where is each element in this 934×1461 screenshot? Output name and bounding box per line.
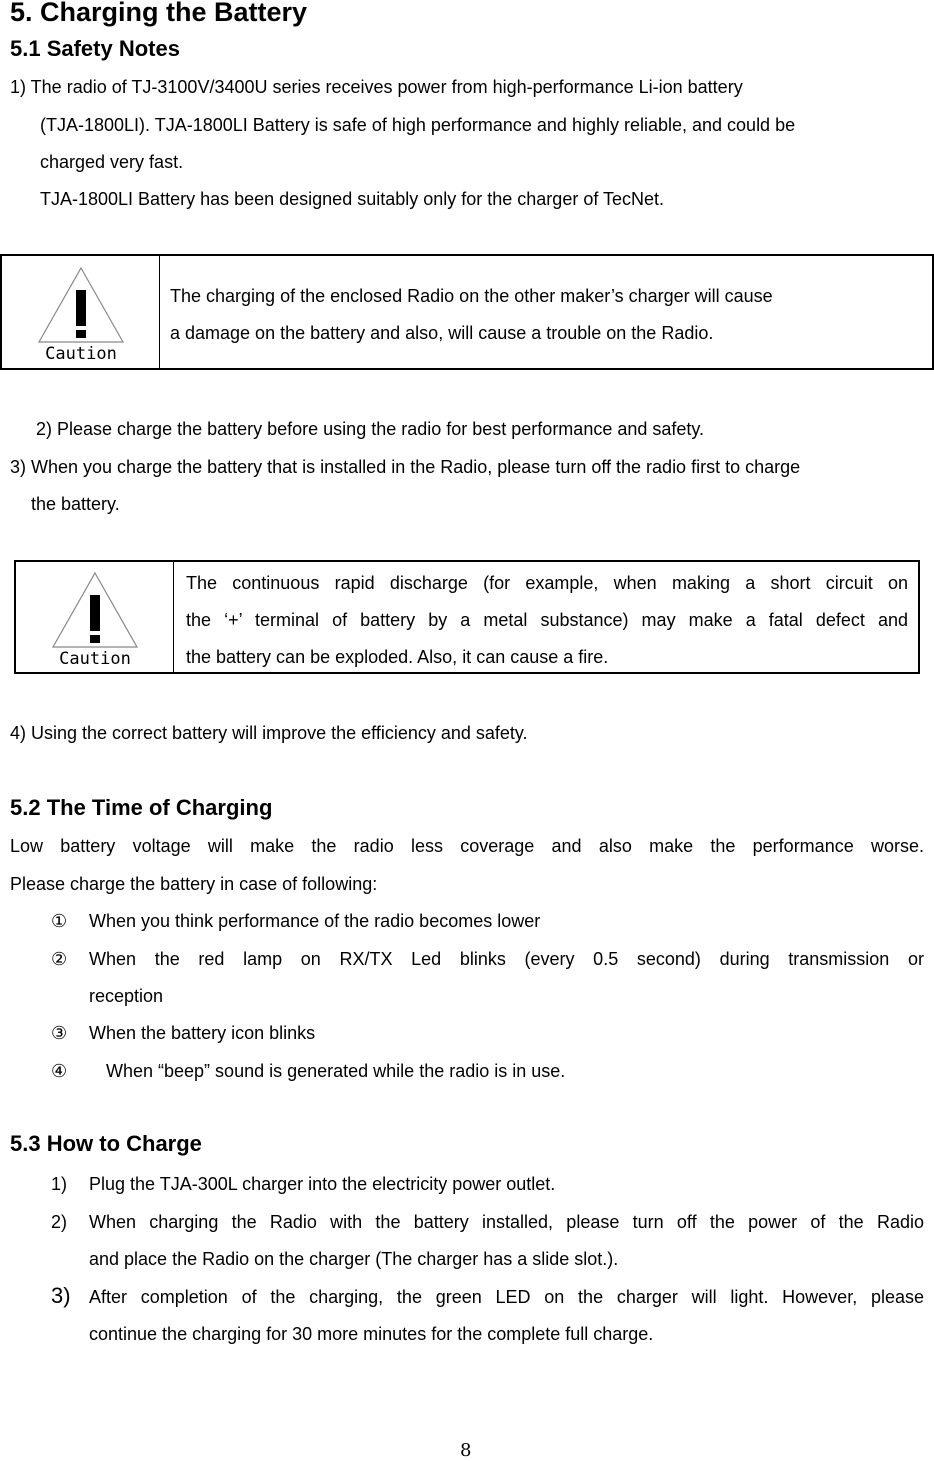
step-marker: 2) <box>51 1212 68 1232</box>
step-marker: 3) <box>51 1283 71 1308</box>
caution-text-cell <box>160 256 773 368</box>
step-text: After completion of the charging, the green LED on the charger will light. However, please <box>89 1287 924 1307</box>
step-text: When charging the Radio with the battery installed, please turn off the power of the Radio <box>89 1212 924 1232</box>
caution-1-line2: a damage on the battery and also, will cause a trouble on the Radio. <box>170 323 714 343</box>
list-item-text: When the red lamp on RX/TX Led blinks (every 0.5 second) during transmission or <box>89 949 924 969</box>
list-item-marker: ② <box>51 949 68 969</box>
safety-note-3-line1: 3) When you charge the battery that is installed in the Radio, please turn off the radio first to charge <box>10 457 801 477</box>
list-item-marker: ④ <box>51 1061 68 1081</box>
caution-1-line1: The charging of the enclosed Radio on the other maker’s charger will cause <box>170 286 773 306</box>
caution-box-discharge <box>14 560 920 674</box>
section-heading-5-1: 5.1 Safety Notes <box>10 36 180 61</box>
safety-note-4: 4) Using the correct battery will improve the efficiency and safety. <box>10 723 528 743</box>
charging-time-intro-line1: Low battery voltage will make the radio less coverage and also make the performance worse. <box>10 836 924 856</box>
step-text-continued: continue the charging for 30 more minutes for the complete full charge. <box>89 1324 654 1344</box>
safety-note-1-line4: TJA-1800LI Battery has been designed suitably only for the charger of TecNet. <box>40 189 665 209</box>
caution-2-line3: the battery can be exploded. Also, it can cause a fire. <box>186 647 609 667</box>
safety-note-1-line2: (TJA-1800LI). TJA-1800LI Battery is safe of high performance and highly reliable, and could be <box>40 115 796 135</box>
caution-2-line2: the ‘+’ terminal of battery by a metal substance) may make a fatal defect and <box>186 610 908 630</box>
list-item-marker: ③ <box>51 1023 68 1043</box>
list-item-text: When “beep” sound is generated while the radio is in use. <box>106 1061 566 1081</box>
list-item-text-continued: reception <box>89 986 164 1006</box>
safety-note-2: 2) Please charge the battery before using the radio for best performance and safety. <box>36 419 705 439</box>
section-heading-5-3: 5.3 How to Charge <box>10 1131 202 1156</box>
caution-icon-cell <box>16 562 174 672</box>
page-number: 8 <box>460 1440 472 1461</box>
safety-note-3-line2: the battery. <box>31 494 120 514</box>
caution-icon-label: Caution <box>44 344 117 362</box>
caution-warning-triangle-icon <box>48 567 142 667</box>
step-text: Plug the TJA-300L charger into the electricity power outlet. <box>89 1174 556 1194</box>
list-item-text: When you think performance of the radio becomes lower <box>89 911 541 931</box>
caution-text-cell <box>174 562 918 672</box>
caution-2-line1: The continuous rapid discharge (for example, when making a short circuit on <box>186 573 908 593</box>
charging-time-intro-line2: Please charge the battery in case of following: <box>10 874 378 894</box>
page-title: 5. Charging the Battery <box>10 0 308 27</box>
section-heading-5-2: 5.2 The Time of Charging <box>10 795 273 820</box>
list-item-text: When the battery icon blinks <box>89 1023 316 1043</box>
step-text-continued: and place the Radio on the charger (The charger has a slide slot.). <box>89 1249 619 1269</box>
safety-note-1-line3: charged very fast. <box>40 152 184 172</box>
list-item-marker: ① <box>51 911 68 931</box>
step-marker: 1) <box>51 1174 68 1194</box>
caution-icon-cell <box>2 256 160 368</box>
caution-box-charger <box>0 254 934 370</box>
caution-warning-triangle-icon <box>34 262 128 362</box>
caution-icon-label: Caution <box>58 649 131 667</box>
safety-note-1-line1: 1) The radio of TJ-3100V/3400U series receives power from high-performance Li-ion battery <box>10 77 743 97</box>
